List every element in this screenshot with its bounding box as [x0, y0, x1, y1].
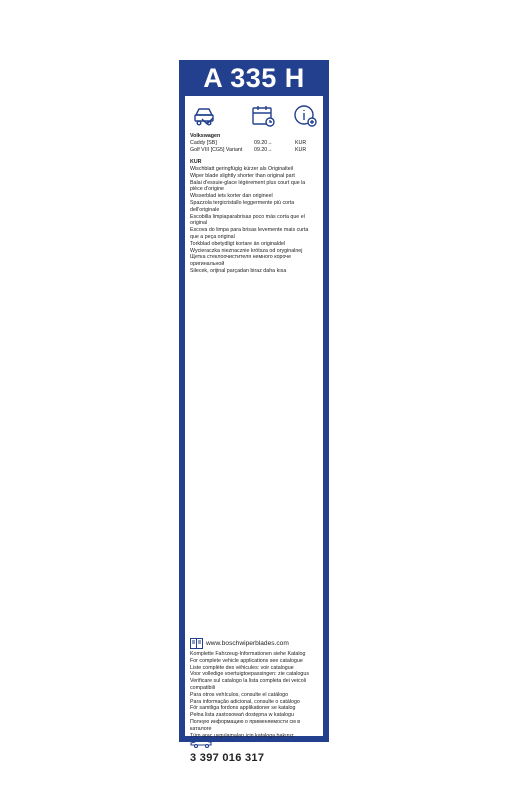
label-panel	[185, 96, 323, 764]
info-line: För samtliga fordons applikationer se katalog	[190, 705, 296, 712]
kur-line: Escobilla limpiaparabrisas poco más corta que el original	[190, 213, 305, 227]
info-line: Pełna lista zastosowań dostępna w katalogu	[190, 712, 294, 719]
kur-heading: KUR	[190, 159, 202, 165]
info-line: Para informação adicional, consulte o catálogo	[190, 698, 300, 705]
info-line: Komplette Fahrzeug-Informationen siehe Katalog	[190, 651, 306, 657]
kur-description-list	[190, 166, 320, 275]
info-line: Para otros vehículos, consulte el catálogo	[190, 691, 289, 698]
vehicle-date: 09.20→	[254, 147, 273, 153]
product-title: A 335 H	[203, 63, 305, 93]
info-line: Voor volledige voertuigtoepassingen: zie catalogus	[190, 671, 309, 678]
vehicle-model: Caddy [SB]	[190, 140, 217, 146]
kur-line: Spazzola tergicristallo leggermente più corta dell'originale	[190, 199, 295, 213]
vehicle-brand: Volkswagen	[190, 133, 221, 139]
calendar-icon	[251, 104, 275, 128]
catalog-book-icon	[190, 638, 203, 649]
catalog-info-list	[190, 651, 320, 739]
icon-row	[193, 104, 317, 132]
website-row	[190, 638, 320, 650]
vehicle-side: KUR	[295, 147, 307, 153]
kur-line: Silecek, orijinal parçadan biraz daha kısa	[190, 267, 287, 274]
website-link[interactable]: www.boschwiperblades.com	[206, 640, 289, 647]
vehicle-date: 09.20→	[254, 140, 273, 146]
car-side-icon	[190, 738, 212, 748]
kur-line: Torkblad obetydligt kortare än originaldel	[190, 240, 286, 247]
info-line: Tüm araç uygulamaları için kataloga bakınız.	[190, 732, 296, 739]
part-number: 3 397 016 317	[190, 752, 265, 764]
label-frame	[179, 60, 329, 764]
kur-line: Wisserblad iets korter dan origineel	[190, 193, 273, 200]
kur-line: Escova do limpa para brisas levemente mais curta que a peça original	[190, 227, 309, 240]
info-line: Verificare sul catalogo la lista completa dei veicoli compatibili	[190, 678, 307, 691]
vehicle-side: KUR	[295, 140, 307, 146]
info-line: Полную информацию о применяемости см в каталоге	[190, 718, 301, 732]
kur-line: Щетка стеклоочистителя немного короче оригинальной	[190, 254, 292, 268]
info-line: Liste complète des véhicules: voir catalogue	[190, 664, 294, 671]
car-icon	[193, 104, 217, 128]
kur-line: Wiper blade slightly shorter than original part	[190, 172, 295, 179]
vehicle-model: Golf VIII [CG5] Variant	[190, 147, 243, 153]
info-line: For complete vehicle applications see catalogue	[190, 657, 303, 664]
info-icon	[293, 104, 317, 128]
kur-line: Wycieraczka nieznacznie krótsza od oryginalnej	[190, 247, 303, 254]
kur-line: Balai d'essuie-glace légèrement plus court que la pièce d'origine	[190, 179, 306, 193]
kur-line: Wischblatt geringfügig kürzer als Originalteil	[190, 166, 294, 172]
